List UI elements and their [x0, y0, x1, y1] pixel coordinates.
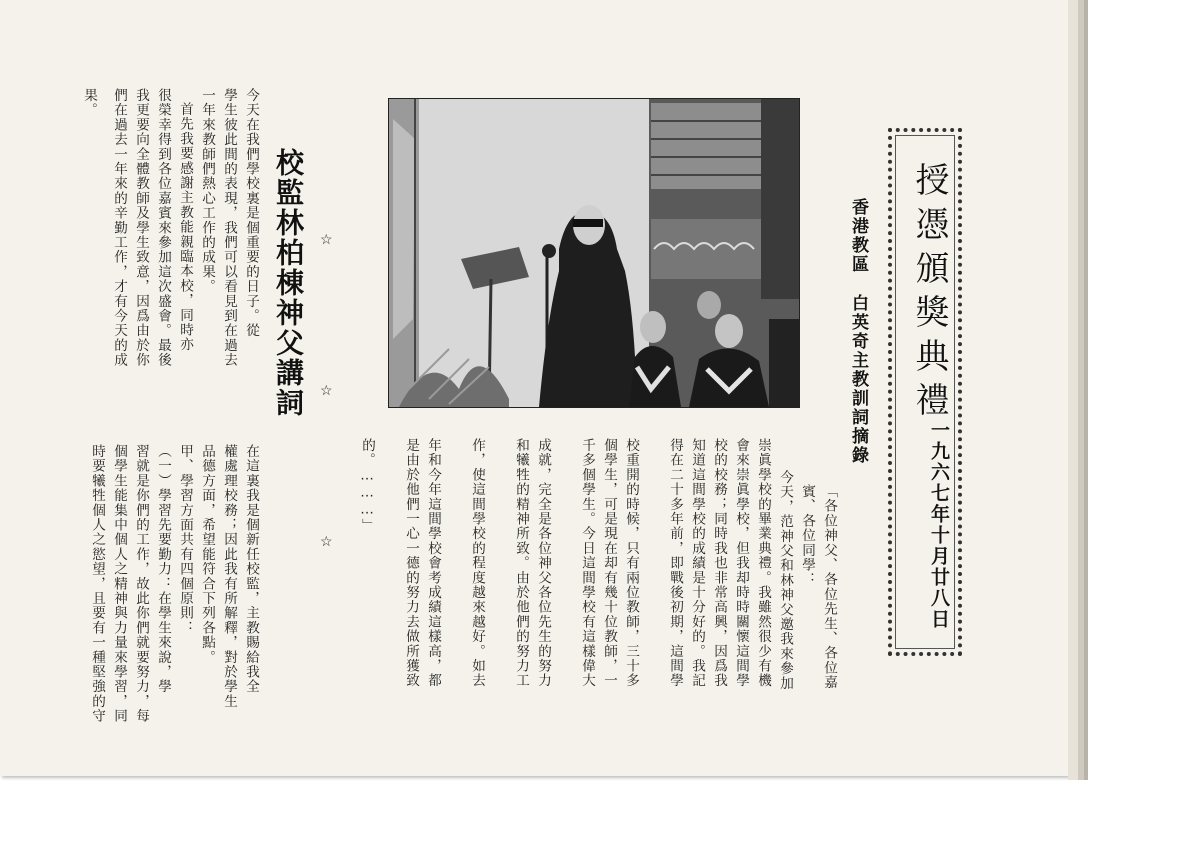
speech-line: 首先我要感謝主教能親臨本校，同時亦 [177, 102, 193, 352]
bishop-line: 崇眞學校的畢業典禮。我雖然很少有機 [755, 438, 771, 688]
bishop-line: 校重開的時候，只有兩位教師，三十多 [623, 438, 639, 688]
bishop-line: 今天，范神父和林神父邀我來參加 [777, 470, 793, 691]
bishop-line: 會來崇眞學校，但我却時時關懷這間學 [733, 438, 749, 688]
speech-line: （一）學習先要勤力：在學生來說，學 [155, 444, 171, 694]
speech-line: 一年來教師們熱心工作的成果。 [199, 88, 215, 294]
speech-line: 們在過去一年來的辛勤工作，才有今天的成 [111, 88, 127, 368]
speech-line: 個學生能集中個人之精神與力量來學習，同 [111, 444, 127, 724]
star-ornament: ☆ [320, 232, 333, 248]
bishop-line: 的。………」 [359, 438, 375, 534]
page-title: 授憑頒獎典禮 [909, 162, 949, 426]
bishop-line: 知道這間學校的成績是十分好的。我記 [689, 438, 705, 688]
ceremony-photo [388, 98, 800, 408]
bishop-line: 是由於他們一心一德的努力去做所獲致 [403, 438, 419, 688]
bishop-line: 作，使這間學校的程度越來越好。如去 [469, 438, 485, 688]
bishop-line: 得在二十多年前，即戰後初期，這間學 [667, 438, 683, 688]
speech-line: 時要犧牲個人之慾望，且要有一種堅強的守 [89, 444, 105, 724]
speech-line: 很榮幸得到各位嘉賓來參加這次盛會。最後 [155, 88, 171, 368]
bishop-heading: 白英奇主教訓詞摘錄 [848, 294, 868, 465]
bishop-line: 年和今年這間學校會考成績這樣高，都 [425, 438, 441, 688]
speech-line: 學生彼此間的表現，我們可以看見到在過去 [221, 88, 237, 368]
speech-line: 權處理校務；因此我有所解釋，對於學生 [221, 444, 237, 709]
speech-line: 在這裏我是個新任校監，主教賜給我全 [243, 444, 259, 694]
bishop-line: 成就，完全是各位神父各位先生的努力 [535, 438, 551, 688]
speech-line: 今天在我們學校裏是個重要的日子。從 [243, 88, 259, 338]
bishop-line: 和犧牲的精神所致。由於他們的努力工 [513, 438, 529, 688]
bishop-line: 賓、各位同學： [799, 484, 815, 587]
speech-line: 習就是你們的工作，故此你們就要努力，每 [133, 444, 149, 724]
event-date: 一九六七年十月廿八日 [928, 420, 950, 630]
page-edge [1084, 0, 1088, 780]
speech-line: 品德方面，希望能符合下列各點。 [199, 444, 215, 665]
diocese-label: 香港教區 [848, 198, 868, 274]
speech-line: 果。 [81, 88, 97, 118]
bishop-line: 千多個學生。今日這間學校有這樣偉大 [579, 438, 595, 688]
bishop-line: 個學生，可是現在却有幾十位教師，一 [601, 438, 617, 688]
bishop-line: 「各位神父、各位先生、各位嘉 [821, 484, 837, 690]
speech-title: 校監林柏棟神父講詞 [272, 148, 305, 418]
speech-line: 我更要向全體教師及學生致意，因爲由於你 [133, 88, 149, 368]
speech-line: 甲、學習方面共有四個原則： [177, 444, 193, 636]
bishop-line: 校的校務；同時我也非常高興，因爲我 [711, 438, 727, 688]
star-ornament: ☆ [320, 383, 333, 399]
star-ornament: ☆ [320, 534, 333, 550]
page-edge [1068, 0, 1078, 780]
